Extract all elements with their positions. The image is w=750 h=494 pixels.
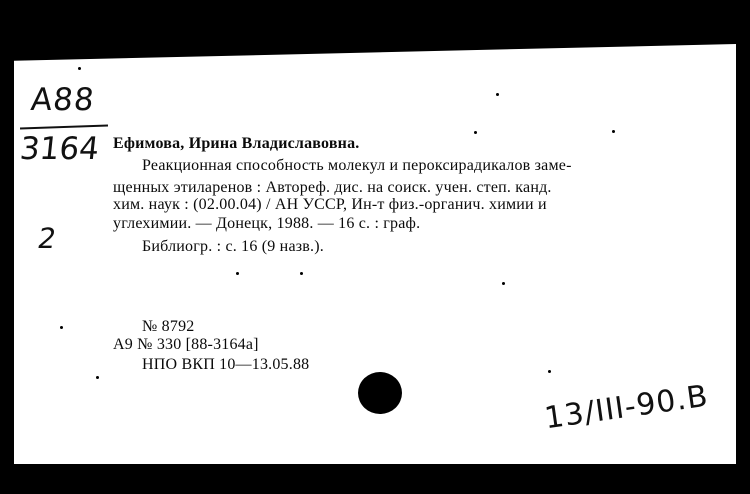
speck xyxy=(502,282,505,285)
speck xyxy=(496,93,499,96)
call-number-top: A88 xyxy=(29,82,97,118)
description-line: хим. наук : (02.00.04) / АН УССР, Ин-т физ.-органич. химии и xyxy=(113,196,547,213)
shelf-number: А9 № 330 [88-3164а] xyxy=(113,336,259,353)
description-line: углехимии. — Донецк, 1988. — 16 с. : граф. xyxy=(113,215,421,232)
call-number-bottom: 3164 xyxy=(18,131,101,167)
handwritten-date: 13/III-90.В xyxy=(542,378,711,437)
accession-number: № 8792 xyxy=(142,318,195,335)
description-line: Реакционная способность молекул и пероксирадикалов заме- xyxy=(142,157,572,174)
description-line: щенных этиларенов : Автореф. дис. на соиск. учен. степ. канд. xyxy=(113,179,552,196)
speck xyxy=(548,370,551,373)
speck xyxy=(474,131,477,134)
speck xyxy=(60,326,63,329)
bibliography-line: Библиогр. : с. 16 (9 назв.). xyxy=(142,238,324,255)
author-name: Ефимова, Ирина Владиславовна. xyxy=(113,135,360,152)
speck xyxy=(236,272,239,275)
speck xyxy=(96,376,99,379)
handwritten-mark: 2 xyxy=(35,222,59,255)
speck xyxy=(78,67,81,70)
ink-blot xyxy=(358,372,402,414)
speck xyxy=(612,130,615,133)
speck xyxy=(300,272,303,275)
publisher-date: НПО ВКП 10—13.05.88 xyxy=(142,356,310,373)
